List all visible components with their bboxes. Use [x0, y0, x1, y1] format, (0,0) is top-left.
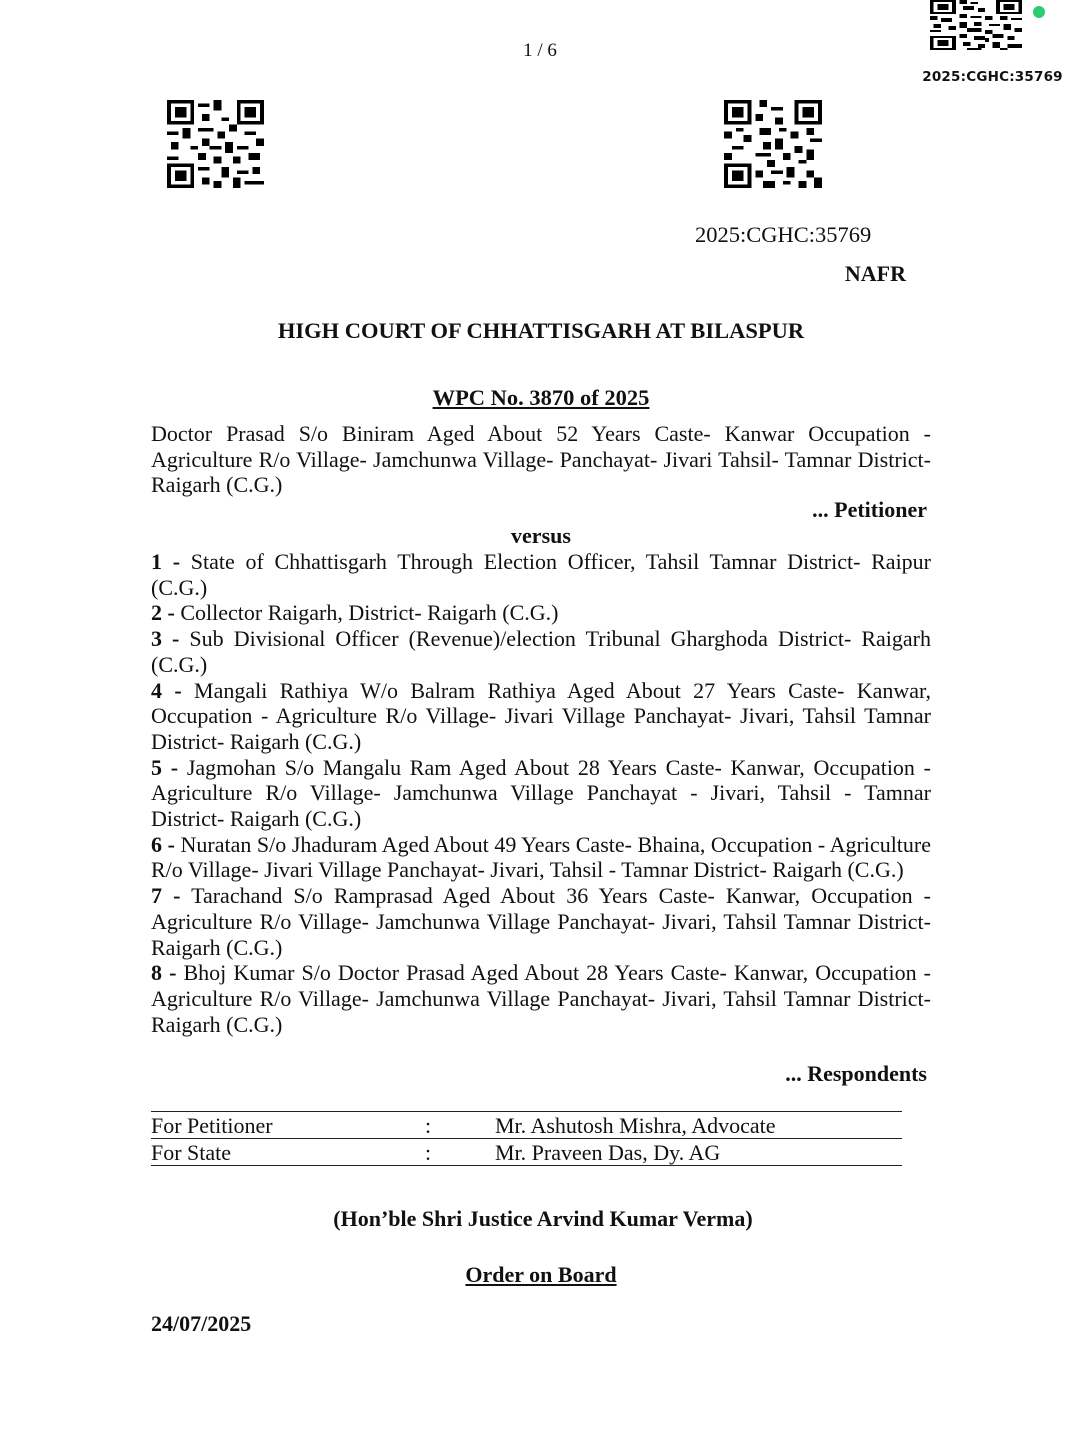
qr-code-icon[interactable] — [930, 0, 1022, 50]
respondent-item — [151, 600, 931, 626]
table-row — [151, 1139, 902, 1166]
counsel-name: Mr. Praveen Das, Dy. AG — [495, 1140, 721, 1165]
respondents-list — [151, 549, 931, 1037]
order-heading: Order on Board — [465, 1262, 617, 1287]
respondents-role: ... Respondents — [785, 1061, 927, 1086]
counsel-label: For State — [151, 1140, 232, 1165]
counsel-label: For Petitioner — [151, 1113, 273, 1138]
respondent-number: 2 - — [151, 600, 175, 626]
respondent-item — [151, 678, 931, 755]
status-dot — [1033, 6, 1045, 18]
respondent-text: Jagmohan S/o Mangalu Ram Aged About 28 Years Caste- Kanwar, Occupation - Agriculture R/o Village- Jamchunwa Village Panchayat - Jivari, Tahsil - Tamnar District- Raigarh (C.G.) — [151, 754, 931, 832]
qr-code-icon — [167, 100, 264, 188]
respondent-text: Tarachand S/o Ramprasad Aged About 36 Years Caste- Kanwar, Occupation - Agriculture R/o Village- Jamchunwa Village Panchayat- Jivari, Tahsil Tamnar District- Raigarh (C.G.) — [151, 883, 931, 960]
page-counter: 1 / 6 — [523, 40, 557, 61]
reporting-marking: NAFR — [844, 261, 906, 286]
qr-code-icon — [724, 100, 822, 188]
counsel-table — [151, 1111, 902, 1166]
respondent-text: Nuratan S/o Jhaduram Aged About 49 Years Caste- Bhaina, Occupation - Agriculture R/o Village- Jivari Village Panchayat- Jivari, Tahsil - Tamnar District- Raigarh (C.G.) — [151, 831, 932, 883]
respondent-item — [151, 832, 931, 883]
respondent-number: 7 - — [151, 883, 181, 909]
petitioner-role: ... Petitioner — [812, 497, 927, 522]
respondent-item — [151, 755, 931, 832]
petitioner-details: Doctor Prasad S/o Biniram Aged About 52 Years Caste- Kanwar Occupation - Agriculture R/o Village- Jamchunwa Village- Panchayat- Jivari Tahsil- Tamnar District- Raigarh (C.G.) — [151, 421, 931, 498]
respondent-text: Bhoj Kumar S/o Doctor Prasad Aged About 28 Years Caste- Kanwar, Occupation - Agriculture R/o Village- Jamchunwa Village Panchayat- Jivari, Tahsil Tamnar District- Raigarh (C.G.) — [151, 960, 932, 1037]
respondent-item — [151, 549, 931, 600]
respondent-number: 6 - — [151, 831, 175, 857]
respondent-number: 4 - — [151, 677, 182, 703]
versus-label: versus — [511, 523, 571, 548]
respondent-text: State of Chhattisgarh Through Election Officer, Tahsil Tamnar District- Raipur (C.G.) — [151, 549, 932, 600]
court-title: HIGH COURT OF CHHATTISGARH AT BILASPUR — [277, 318, 805, 343]
respondent-number: 3 - — [151, 626, 180, 652]
respondent-item — [151, 960, 931, 1037]
case-number: WPC No. 3870 of 2025 — [432, 385, 650, 410]
respondent-text: Collector Raigarh, District- Raigarh (C.G.) — [180, 600, 559, 626]
respondent-number: 8 - — [151, 960, 177, 986]
order-date: 24/07/2025 — [151, 1311, 252, 1336]
respondent-item — [151, 883, 931, 960]
respondent-item — [151, 626, 931, 677]
respondent-number: 1 - — [151, 549, 181, 574]
judge-name: (Hon’ble Shri Justice Arvind Kumar Verma) — [333, 1206, 753, 1231]
counsel-name: Mr. Ashutosh Mishra, Advocate — [495, 1113, 776, 1138]
respondent-text: Sub Divisional Officer (Revenue)/election Tribunal Gharghoda District- Raigarh (C.G.) — [151, 626, 931, 677]
counsel-separator: : — [425, 1140, 432, 1165]
neutral-citation: 2025:CGHC:35769 — [695, 222, 872, 247]
viewer-citation-code: 2025:CGHC:35769 — [922, 69, 1063, 85]
table-row — [151, 1112, 902, 1139]
counsel-separator: : — [425, 1113, 432, 1138]
respondent-number: 5 - — [151, 754, 179, 780]
respondent-text: Mangali Rathiya W/o Balram Rathiya Aged About 27 Years Caste- Kanwar, Occupation - Agriculture R/o Village- Jivari Village Panchayat- Jivari, Tahsil Tamnar District- Raigarh (C.G.) — [151, 677, 931, 754]
